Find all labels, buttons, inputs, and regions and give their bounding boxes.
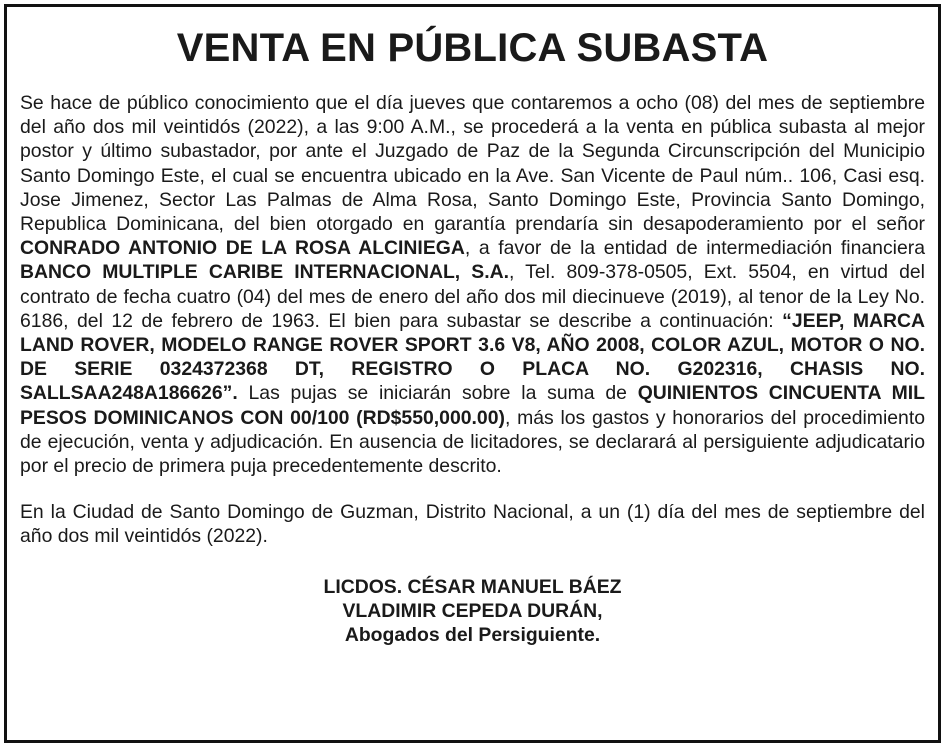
- debtor-name: CONRADO ANTONIO DE LA ROSA ALCINIEGA: [20, 237, 465, 260]
- starting-bid-amount: QUINIENTOS CINCUENTA MIL PESOS DOMINICANOS CON 00/100 (RD$550,000.00): [20, 382, 925, 429]
- body-text-part-3: , Tel. 809-378-0505, Ext. 5504, en virtud del contrato de fecha cuatro (04) del mes de enero del año dos mil diecinueve (2019), al tenor de la Ley No. 6186, del 12 de febrero de 1963. El bien para subastar se describe a continuación:: [20, 261, 925, 332]
- signature-line-3: Abogados del Persiguiente.: [344, 624, 601, 647]
- vehicle-description: “JEEP, MARCA LAND ROVER, MODELO RANGE ROVER SPORT 3.6 V8, AÑO 2008, COLOR AZUL, MOTOR O NO. DE SERIE 0324372368 DT, REGISTRO O PLACA NO. G202316, CHASIS NO. SALLSAA248A186626”.: [20, 309, 925, 405]
- body-text-part-5: , más los gastos y honorarios del procedimiento de ejecución, venta y adjudicación. En ausencia de licitadores, se declarará al persiguiente adjudicatario por el precio de primera puja precedentemente descrito.: [20, 406, 926, 478]
- auction-notice: [4, 4, 941, 743]
- signature-line-1: LICDOS. CÉSAR MANUEL BÁEZ: [323, 575, 622, 598]
- body-text-part-4: Las pujas se iniciarán sobre la suma de: [237, 382, 638, 405]
- body-text-part-2: , a favor de la entidad de intermediación financiera: [464, 237, 925, 260]
- closing-paragraph: En la Ciudad de Santo Domingo de Guzman, Distrito Nacional, a un (1) día del mes de septiembre del año dos mil veintidós (2022).: [20, 501, 925, 548]
- notice-title: VENTA EN PÚBLICA SUBASTA: [176, 26, 769, 70]
- signature-block: [20, 575, 925, 648]
- notice-body-paragraph: [20, 91, 925, 478]
- signature-line-2: VLADIMIR CEPEDA DURÁN,: [342, 600, 603, 623]
- body-text-part-1: Se hace de público conocimiento que el día jueves que contaremos a ocho (08) del mes de septiembre del año dos mil veintidós (2022), a las 9:00 A.M., se procederá a la venta en pública subasta al mejor postor y último subastador, por ante el Juzgado de Paz de la Segunda Circunscripción del Municipio Santo Domingo Este, el cual se encuentra ubicado en la Ave. San Vicente de Paul núm.. 106, Casi esq. Jose Jimenez, Sector Las Palmas de Alma Rosa, Santo Domingo Este, Provincia Santo Domingo, Republica Dominicana, del bien otorgado en garantía prendaría sin desapoderamiento por el señor: [20, 92, 925, 236]
- creditor-name: BANCO MULTIPLE CARIBE INTERNACIONAL, S.A.: [20, 261, 510, 284]
